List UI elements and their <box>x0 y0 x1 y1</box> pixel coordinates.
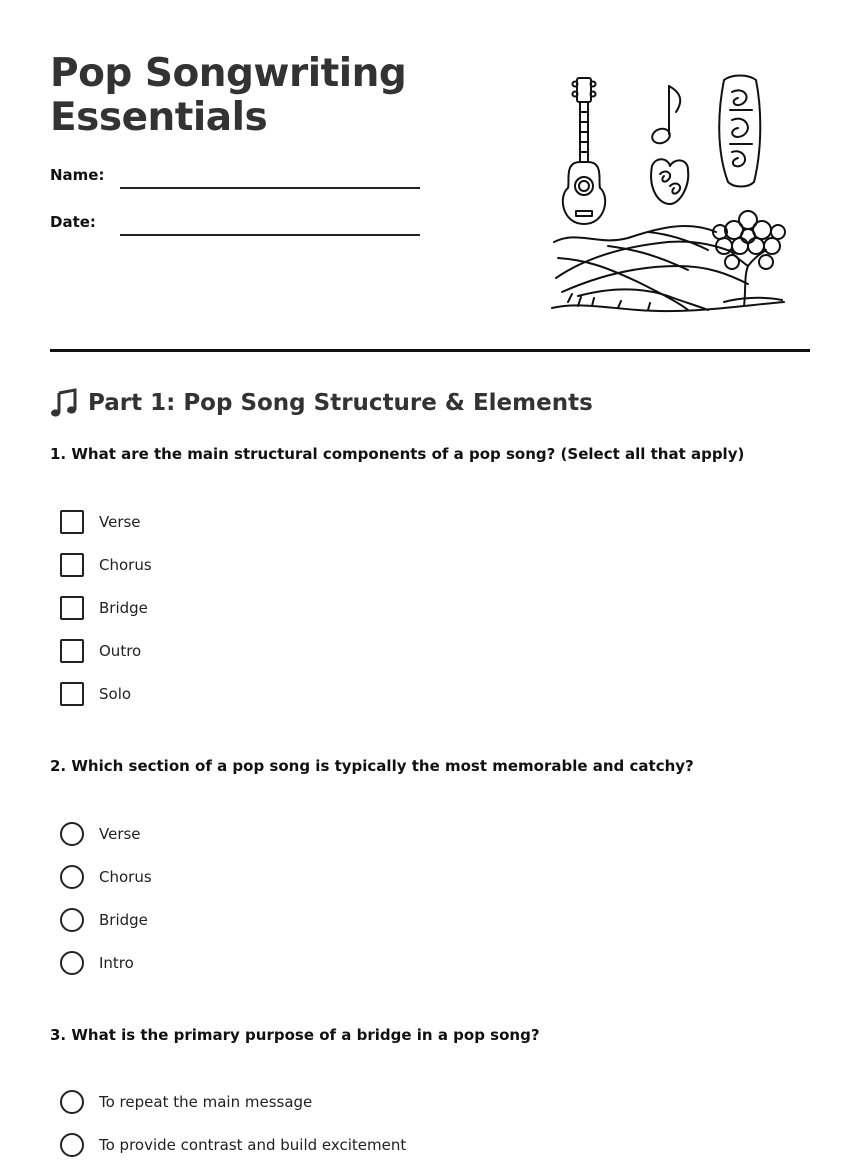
ukulele-icon <box>563 78 605 224</box>
question-3-option-contrast[interactable] <box>60 1133 406 1157</box>
question-1-option-solo[interactable] <box>60 682 131 706</box>
question-2-option-bridge[interactable] <box>60 908 148 932</box>
question-2-option-chorus[interactable] <box>60 865 152 889</box>
section-title: Part 1: Pop Song Structure & Elements <box>88 390 593 416</box>
question-1-text: 1. What are the main structural components of a pop song? (Select all that apply) <box>50 445 745 463</box>
question-1-option-verse[interactable] <box>60 510 141 534</box>
radio-button[interactable] <box>60 822 84 846</box>
name-label: Name: <box>50 166 105 184</box>
option-label: Verse <box>99 825 141 843</box>
carved-pendant-icon <box>719 76 760 187</box>
radio-button[interactable] <box>60 1133 84 1157</box>
tree-icon <box>713 211 785 306</box>
option-label: Intro <box>99 954 134 972</box>
question-1-option-outro[interactable] <box>60 639 141 663</box>
carved-stone-icon <box>651 159 688 204</box>
option-label: To provide contrast and build excitement <box>99 1136 407 1154</box>
radio-button[interactable] <box>60 908 84 932</box>
radio-button[interactable] <box>60 1090 84 1114</box>
question-2-option-verse[interactable] <box>60 822 141 846</box>
section-heading <box>50 388 593 418</box>
music-note-icon <box>650 86 680 146</box>
header-illustration <box>548 70 788 320</box>
option-label: Outro <box>99 642 142 660</box>
question-3-option-repeat[interactable] <box>60 1090 312 1114</box>
checkbox[interactable] <box>60 596 84 620</box>
radio-button[interactable] <box>60 865 84 889</box>
checkbox[interactable] <box>60 553 84 577</box>
question-1-option-chorus[interactable] <box>60 553 152 577</box>
question-2-option-intro[interactable] <box>60 951 134 975</box>
question-2-text: 2. Which section of a pop song is typically the most memorable and catchy? <box>50 757 694 775</box>
header-divider <box>50 349 810 352</box>
option-label: Verse <box>99 513 141 531</box>
page-title <box>50 52 406 140</box>
page-title-line-1: Pop Songwriting <box>50 51 407 96</box>
option-label: Bridge <box>99 599 148 617</box>
option-label: To repeat the main message <box>99 1093 313 1111</box>
checkbox[interactable] <box>60 639 84 663</box>
question-1-option-bridge[interactable] <box>60 596 148 620</box>
option-label: Chorus <box>99 556 152 574</box>
date-label: Date: <box>50 213 96 231</box>
option-label: Solo <box>99 685 132 703</box>
music-note-icon <box>50 388 78 418</box>
option-label: Chorus <box>99 868 152 886</box>
question-3-text: 3. What is the primary purpose of a bridge in a pop song? <box>50 1026 540 1044</box>
page-title-line-2: Essentials <box>50 95 268 140</box>
date-field[interactable] <box>120 234 420 236</box>
option-label: Bridge <box>99 911 148 929</box>
checkbox[interactable] <box>60 510 84 534</box>
radio-button[interactable] <box>60 951 84 975</box>
checkbox[interactable] <box>60 682 84 706</box>
name-field[interactable] <box>120 187 420 189</box>
